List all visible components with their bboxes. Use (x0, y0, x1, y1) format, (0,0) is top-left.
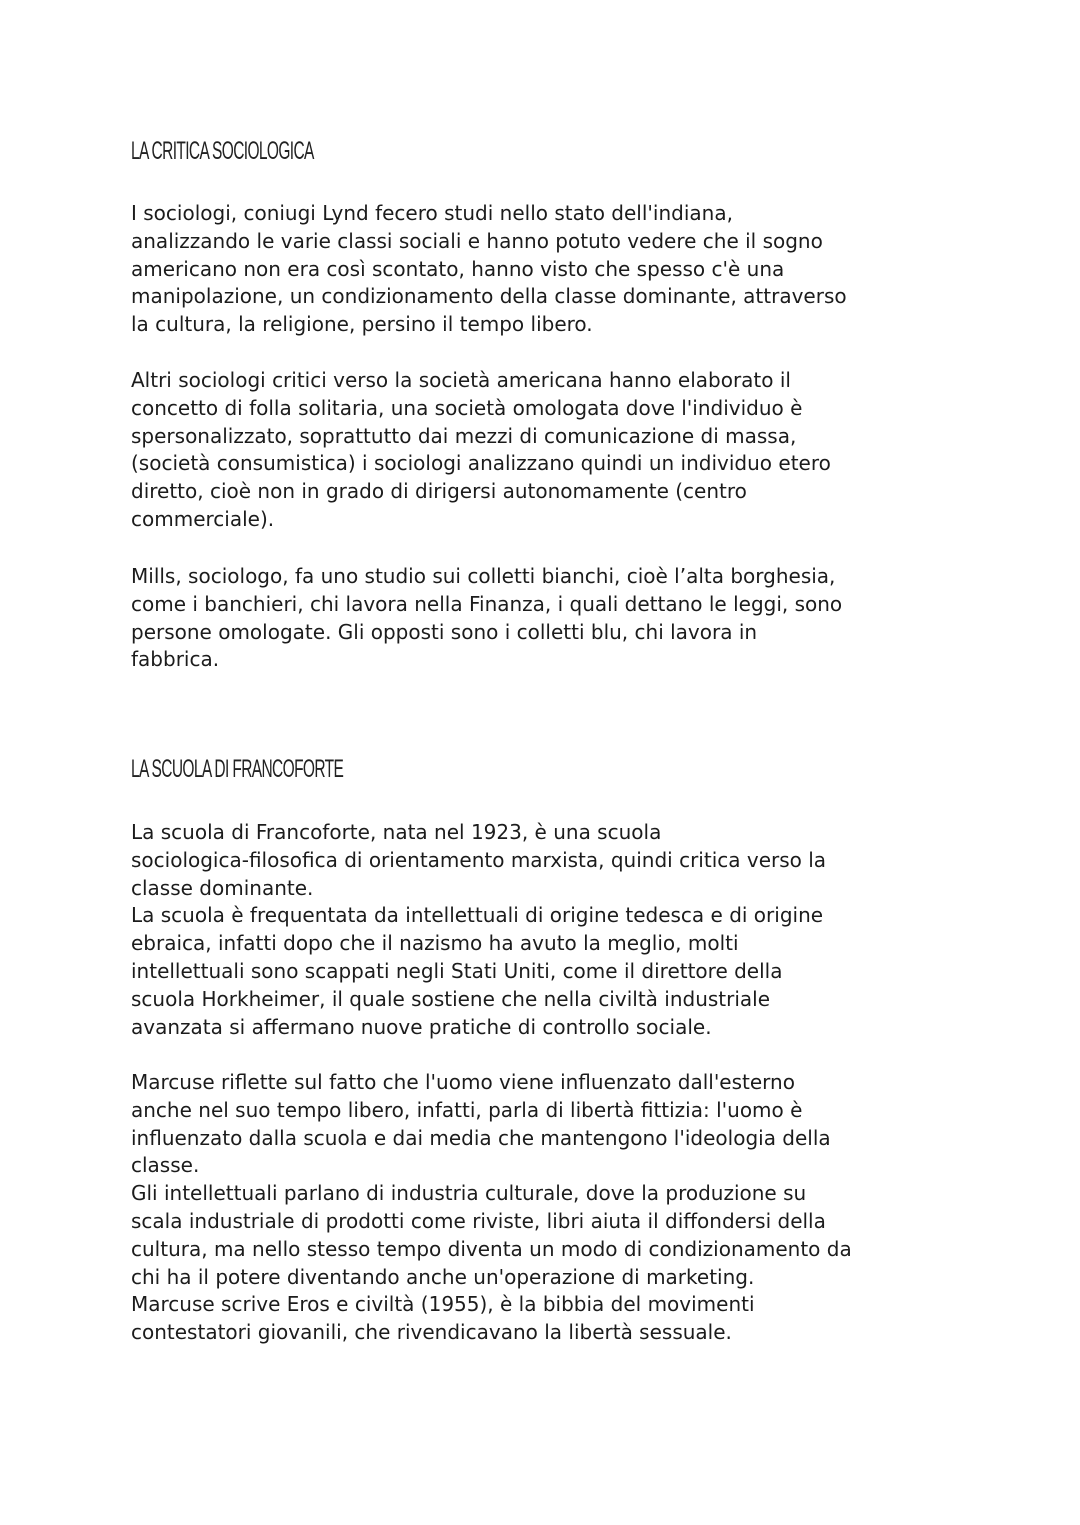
text-line: commerciale). (131, 506, 275, 531)
text-line: Altri sociologi critici verso la società americana hanno elaborato il (131, 368, 791, 392)
text-line: Marcuse scrive Eros e civiltà (1955), è la bibbia del movimenti (131, 1292, 755, 1317)
text-line: analizzando le varie classi sociali e hanno potuto vedere che il sogno (131, 228, 823, 253)
text-line: chi ha il potere diventando anche un'operazione di marketing. (131, 1264, 755, 1289)
text-line: Mills, sociologo, fa uno studio sui colletti bianchi, cioè l’alta borghesia, (131, 564, 836, 588)
text-line: americano non era così scontato, hanno visto che spesso c'è una (131, 256, 785, 281)
text-line: manipolazione, un condizionamento della classe dominante, attraverso (131, 284, 847, 309)
section-heading: LA CRITICA SOCIOLOGICA (131, 137, 314, 165)
paragraph (131, 1069, 852, 1347)
text-line: la cultura, la religione, persino il tempo libero. (131, 312, 593, 337)
section-heading: LA SCUOLA DI FRANCOFORTE (131, 755, 344, 783)
text-line: (società consumistica) i sociologi analizzano quindi un individuo etero (131, 451, 831, 476)
text-line: come i banchieri, chi lavora nella Finanza, i quali dettano le leggi, sono (131, 591, 843, 616)
paragraph (131, 819, 826, 1041)
text-line: anche nel suo tempo libero, infatti, parla di libertà fittizia: l'uomo è (131, 1097, 803, 1122)
text-line: diretto, cioè non in grado di dirigersi autonomamente (centro (131, 479, 747, 504)
paragraph (131, 563, 842, 674)
text-line: spersonalizzato, soprattutto dai mezzi di comunicazione di massa, (131, 423, 797, 448)
text-line: I sociologi, coniugi Lynd fecero studi nello stato dell'indiana, (131, 201, 733, 225)
text-line: classe dominante. (131, 875, 314, 900)
text-line: scala industriale di prodotti come riviste, libri aiuta il diffondersi della (131, 1208, 826, 1233)
text-line: La scuola di Francoforte, nata nel 1923, è una scuola (131, 820, 662, 844)
text-line: contestatori giovanili, che rivendicavano la libertà sessuale. (131, 1320, 732, 1345)
text-line: concetto di folla solitaria, una società omologata dove l'individuo è (131, 395, 803, 420)
text-line: sociologica-filosofica di orientamento marxista, quindi critica verso la (131, 847, 827, 872)
paragraph (131, 367, 831, 534)
text-line: fabbrica. (131, 647, 220, 672)
text-line: cultura, ma nello stesso tempo diventa un modo di condizionamento da (131, 1236, 852, 1261)
text-line: intellettuali sono scappati negli Stati Uniti, come il direttore della (131, 958, 783, 983)
text-line: scuola Horkheimer, il quale sostiene che nella civiltà industriale (131, 986, 771, 1011)
text-line: ebraica, infatti dopo che il nazismo ha avuto la meglio, molti (131, 931, 739, 956)
text-line: influenzato dalla scuola e dai media che mantengono l'ideologia della (131, 1125, 831, 1150)
text-line: classe. (131, 1153, 200, 1178)
text-line: Marcuse riflette sul fatto che l'uomo viene influenzato dall'esterno (131, 1070, 795, 1094)
text-line: La scuola è frequentata da intellettuali di origine tedesca e di origine (131, 903, 824, 928)
text-line: avanzata si affermano nuove pratiche di controllo sociale. (131, 1014, 712, 1039)
text-line: Gli intellettuali parlano di industria culturale, dove la produzione su (131, 1181, 807, 1206)
paragraph (131, 200, 847, 339)
text-line: persone omologate. Gli opposti sono i colletti blu, chi lavora in (131, 619, 758, 644)
